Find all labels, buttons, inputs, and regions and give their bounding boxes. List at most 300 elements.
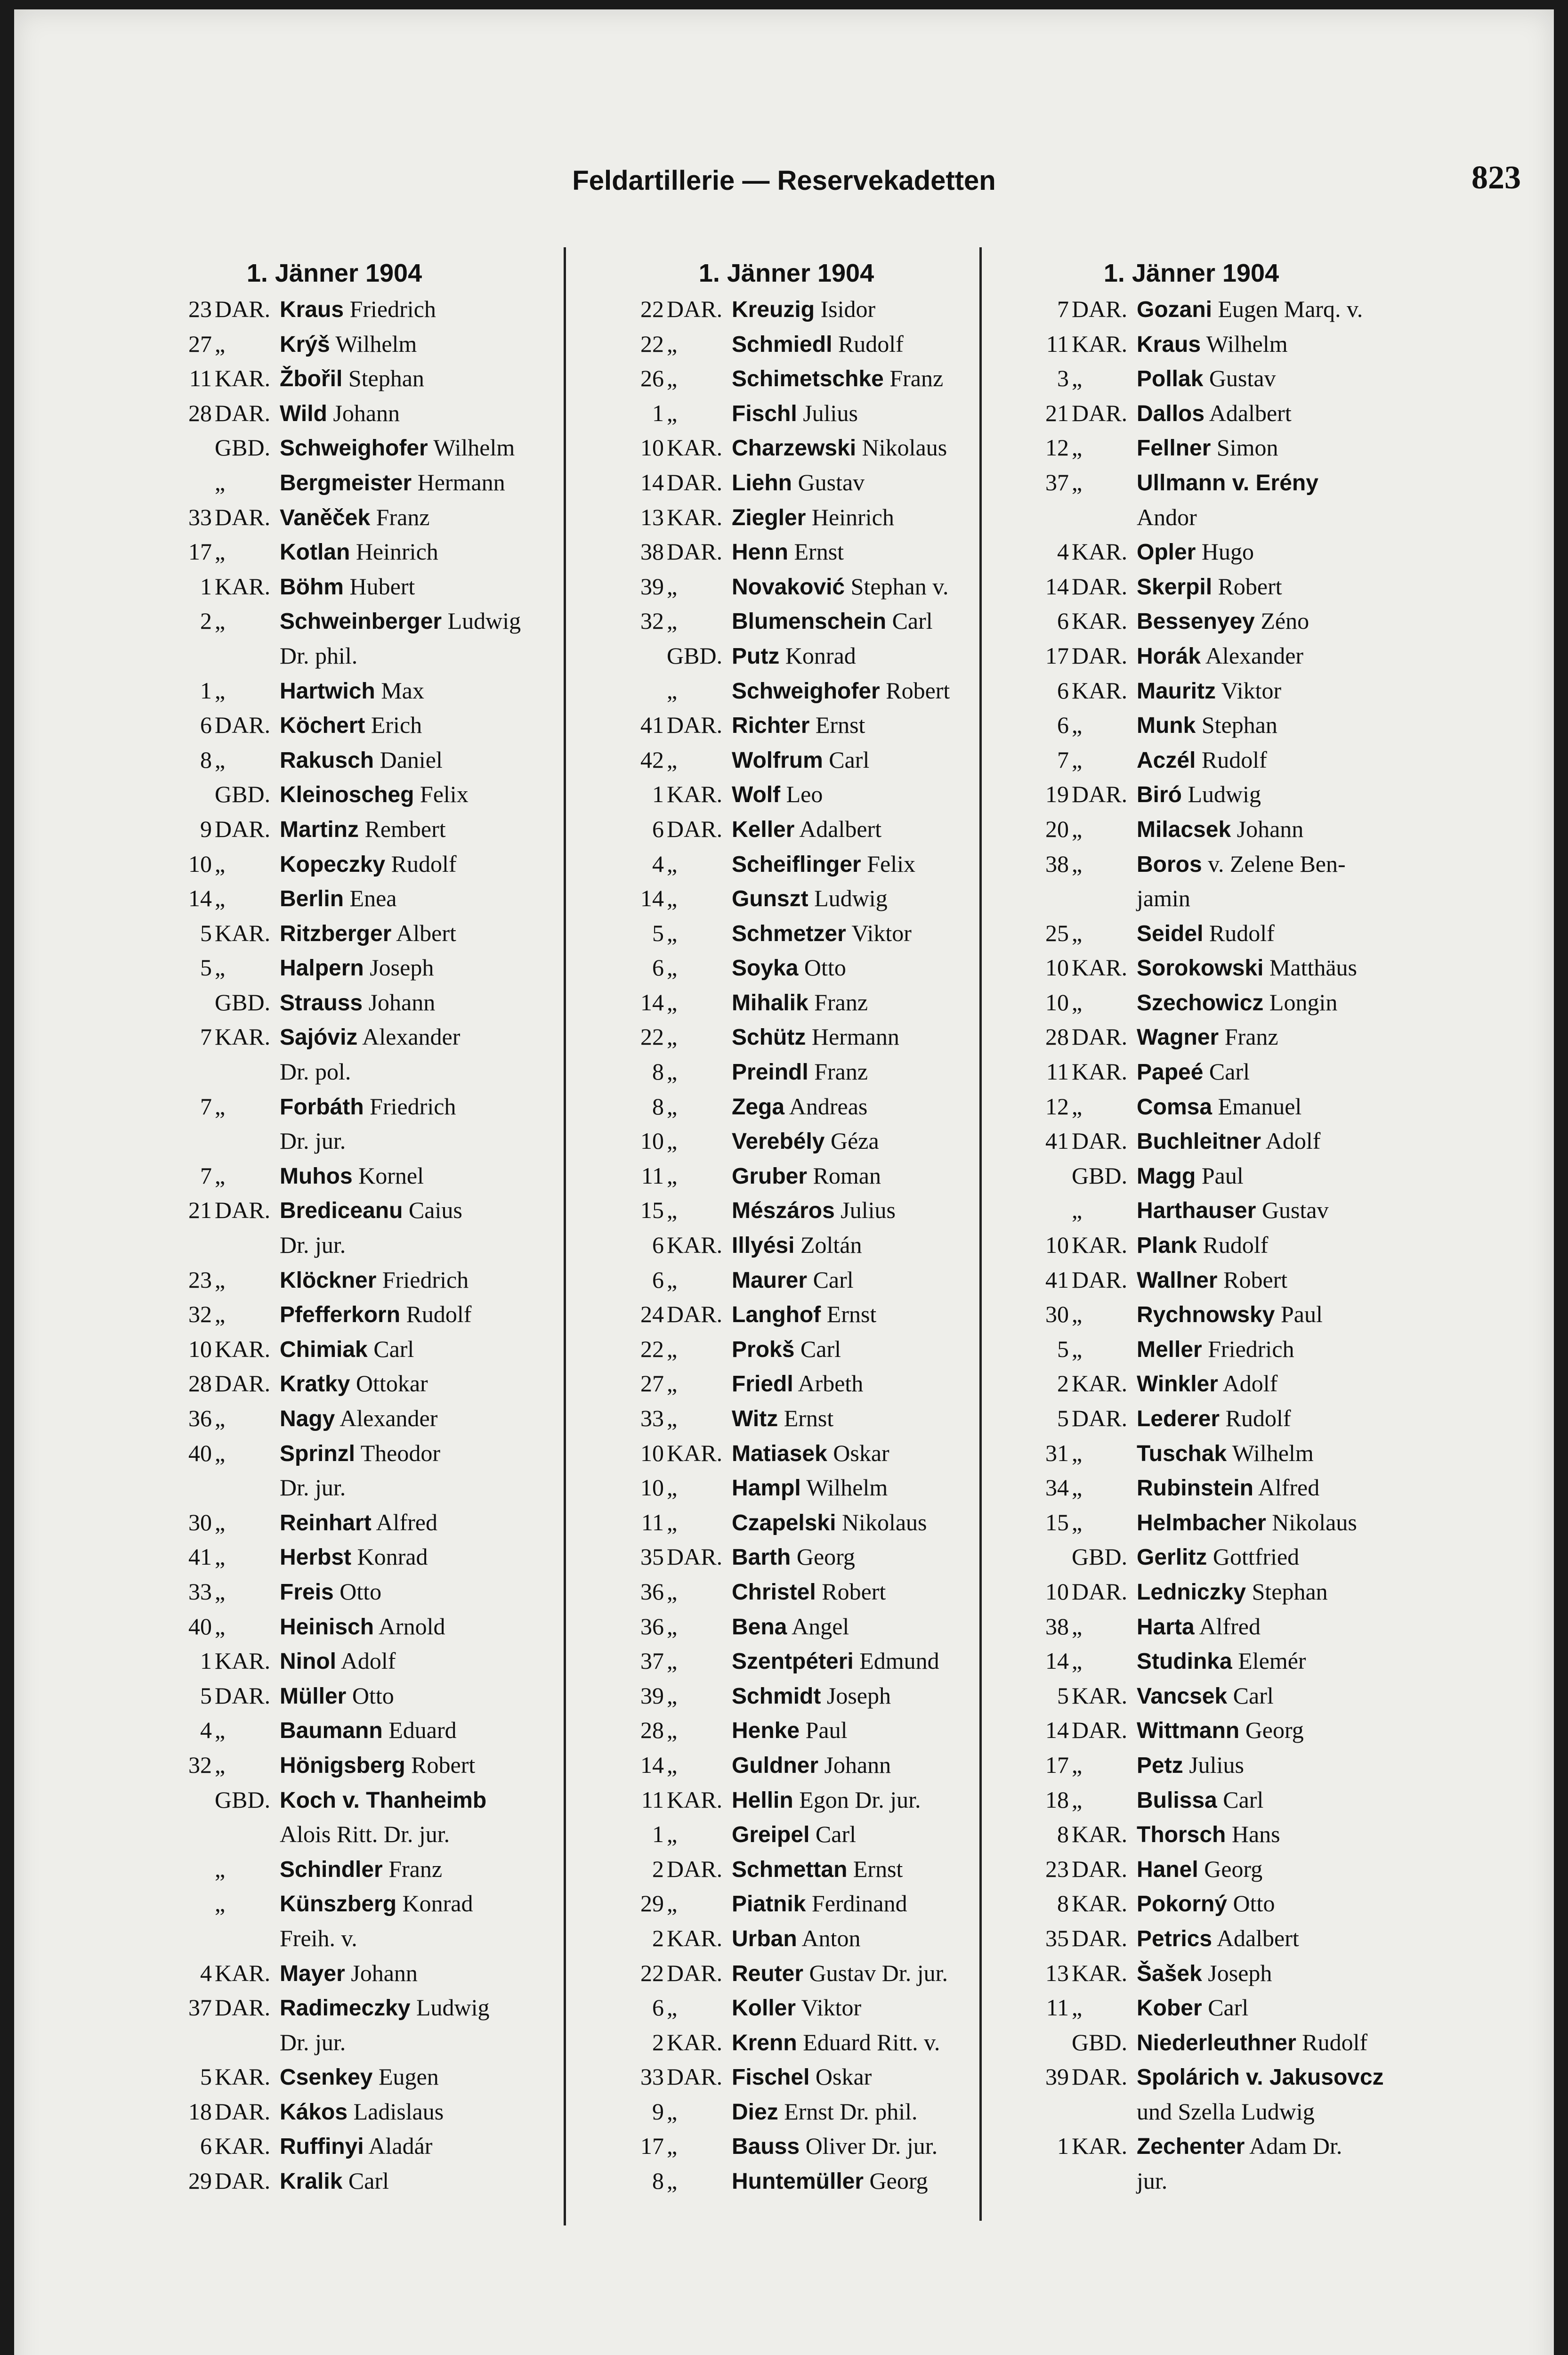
- surname: Bulissa: [1137, 1787, 1217, 1813]
- unit-abbreviation: „: [215, 954, 226, 981]
- surname: Vancsek: [1137, 1683, 1228, 1709]
- surname: Kober: [1137, 1996, 1202, 2021]
- person-name: [280, 327, 417, 362]
- unit-abbreviation: DAR.: [667, 2063, 723, 2090]
- given-name: Ladislaus: [353, 2098, 444, 2125]
- unit-abbreviation: KAR.: [215, 1959, 271, 1986]
- given-name: Adalbert: [1209, 399, 1292, 426]
- surname: Friedl: [732, 1372, 793, 1397]
- given-name: Robert: [1218, 573, 1282, 600]
- unit-abbreviation: „: [667, 365, 678, 392]
- regiment-number: 1: [200, 1648, 212, 1674]
- unit-abbreviation: „: [215, 538, 226, 565]
- given-name: Robert: [822, 1578, 886, 1605]
- person-name: [732, 1401, 833, 1437]
- surname: Schindler: [280, 1857, 383, 1882]
- regiment-number: 37: [188, 1994, 212, 2021]
- surname: Novaković: [732, 574, 845, 600]
- surname: Martinz: [280, 817, 359, 842]
- given-name: Rudolf: [1302, 2029, 1368, 2055]
- person-name: [732, 812, 881, 847]
- given-name: Johann: [368, 989, 436, 1015]
- regiment-number: 4: [1057, 538, 1069, 565]
- surname: Rubinstein: [1137, 1476, 1253, 1501]
- person-name: [732, 1921, 860, 1957]
- given-name: Adolf: [340, 1648, 396, 1674]
- regiment-number: 15: [640, 1197, 664, 1224]
- unit-abbreviation: DAR.: [1072, 573, 1128, 600]
- given-name: Arnold: [378, 1613, 445, 1640]
- regiment-number: 25: [1045, 919, 1069, 946]
- person-name: [1137, 1505, 1357, 1541]
- unit-abbreviation: KAR.: [1072, 1682, 1128, 1709]
- regiment-number: 40: [188, 1613, 212, 1640]
- list-entry: [155, 396, 570, 431]
- given-name: Ludwig: [447, 608, 521, 634]
- unit-abbreviation: „: [1072, 815, 1083, 842]
- list-entry: [1012, 1332, 1398, 1367]
- person-name: [732, 292, 875, 327]
- given-name: Alexander: [1205, 642, 1304, 669]
- given-name: Wilhelm: [806, 1474, 888, 1501]
- list-entry: [155, 639, 570, 674]
- regiment-number: 10: [640, 1439, 664, 1466]
- person-name: [280, 777, 469, 812]
- person-name: [1137, 430, 1278, 466]
- surname: Bergmeister: [280, 470, 412, 495]
- person-name: [732, 708, 865, 743]
- regiment-number: 30: [1045, 1301, 1069, 1328]
- regiment-number: 5: [1057, 1335, 1069, 1362]
- given-name: Oskar: [815, 2063, 872, 2090]
- regiment-number: 38: [640, 538, 664, 565]
- surname: Aczél: [1137, 747, 1196, 773]
- person-name: [732, 777, 823, 812]
- given-name: Adalbert: [799, 815, 882, 842]
- list-entry: [607, 1540, 979, 1575]
- unit-abbreviation: KAR.: [215, 2063, 271, 2090]
- list-entry: [607, 847, 979, 882]
- unit-abbreviation: DAR.: [215, 503, 271, 530]
- unit-abbreviation: GBD.: [215, 781, 271, 808]
- unit-abbreviation: „: [1072, 1994, 1083, 2021]
- person-name: [1137, 1332, 1294, 1367]
- person-name: [280, 1124, 346, 1159]
- list-entry: [607, 396, 979, 431]
- list-entry: [1012, 2060, 1398, 2095]
- person-name: [732, 1193, 896, 1228]
- given-name: jur.: [1137, 2168, 1168, 2194]
- regiment-number: 41: [1045, 1266, 1069, 1293]
- list-entry: [607, 1089, 979, 1124]
- regiment-number: 23: [188, 1266, 212, 1293]
- regiment-number: 6: [200, 712, 212, 739]
- page-header: [14, 160, 1554, 212]
- surname: Reuter: [732, 1961, 804, 1986]
- person-name: [280, 1505, 437, 1541]
- regiment-number: 3: [1057, 365, 1069, 392]
- given-name: Konrad: [402, 1890, 473, 1917]
- unit-abbreviation: DAR.: [215, 296, 271, 322]
- list-entry: [1012, 1990, 1398, 2025]
- person-name: [280, 1886, 473, 1922]
- unit-abbreviation: KAR.: [667, 1925, 723, 1951]
- given-name: Eduard Ritt. v.: [803, 2029, 940, 2055]
- surname: Schmidt: [732, 1683, 821, 1709]
- surname: Fischel: [732, 2065, 810, 2090]
- list-entry: [607, 1159, 979, 1194]
- regiment-number: 39: [1045, 2063, 1069, 2090]
- person-name: [732, 1332, 841, 1367]
- list-entry: [1012, 777, 1398, 812]
- list-entry: [155, 950, 570, 985]
- regiment-number: 4: [200, 1959, 212, 1986]
- list-entry: [607, 569, 979, 604]
- person-name: [280, 2164, 389, 2199]
- person-name: [280, 1193, 462, 1228]
- surname: Bena: [732, 1614, 787, 1640]
- person-name: [732, 1990, 861, 2026]
- regiment-number: 14: [640, 469, 664, 495]
- unit-abbreviation: DAR.: [1072, 1128, 1128, 1154]
- list-entry: [607, 2095, 979, 2129]
- person-name: [732, 1575, 886, 1610]
- list-entry: [1012, 1609, 1398, 1644]
- given-name: Robert: [1223, 1266, 1288, 1293]
- unit-abbreviation: DAR.: [215, 1994, 271, 2021]
- unit-abbreviation: „: [667, 2098, 678, 2125]
- surname: Sorokowski: [1137, 956, 1264, 981]
- given-name: Carl: [1233, 1682, 1274, 1709]
- given-name: Dr. jur.: [280, 1474, 346, 1501]
- unit-abbreviation: „: [215, 1405, 226, 1431]
- regiment-number: 37: [640, 1648, 664, 1674]
- surname: Krýš: [280, 332, 330, 357]
- regiment-number: 13: [1045, 1959, 1069, 1986]
- person-name: [1137, 2164, 1167, 2199]
- column-heading: 1. Jänner 1904: [698, 259, 874, 287]
- surname: Studinka: [1137, 1649, 1232, 1674]
- list-entry: [607, 1609, 979, 1644]
- list-entry: [155, 535, 570, 569]
- person-name: [732, 639, 856, 674]
- person-name: [1137, 1748, 1244, 1783]
- person-name: [280, 812, 446, 847]
- given-name: Dr. phil.: [280, 642, 358, 669]
- unit-abbreviation: „: [215, 1162, 226, 1189]
- list-entry: [1012, 1679, 1398, 1713]
- surname: Wolf: [732, 782, 781, 808]
- list-entry: [607, 465, 979, 500]
- given-name: Aladár: [368, 2133, 433, 2160]
- given-name: Rudolf: [1203, 1232, 1269, 1259]
- surname: Lederer: [1137, 1406, 1220, 1431]
- given-name: Hermann: [417, 469, 505, 495]
- given-name: Joseph: [1208, 1959, 1272, 1986]
- list-entry: [607, 2164, 979, 2199]
- regiment-number: 7: [200, 1093, 212, 1120]
- unit-abbreviation: „: [1072, 1197, 1083, 1224]
- list-entry: [607, 916, 979, 951]
- person-name: [732, 2025, 940, 2061]
- person-name: [1137, 1055, 1250, 1090]
- unit-abbreviation: „: [667, 677, 678, 704]
- given-name: Friedrich: [349, 296, 436, 322]
- surname: Petz: [1137, 1753, 1183, 1778]
- regiment-number: 1: [200, 573, 212, 600]
- regiment-number: 39: [640, 1682, 664, 1709]
- regiment-number: 6: [652, 1232, 664, 1259]
- surname: Meller: [1137, 1337, 1202, 1362]
- surname: Boros: [1137, 852, 1202, 877]
- given-name: Ernst Dr. phil.: [784, 2098, 918, 2125]
- regiment-number: 22: [640, 1023, 664, 1050]
- regiment-number: 30: [188, 1509, 212, 1535]
- given-name: Johann: [824, 1751, 891, 1778]
- person-name: [732, 1505, 927, 1541]
- unit-abbreviation: „: [667, 919, 678, 946]
- surname: Helmbacher: [1137, 1510, 1266, 1535]
- regiment-number: 6: [652, 1994, 664, 2021]
- person-name: [1137, 674, 1281, 709]
- given-name: Robert: [411, 1751, 476, 1778]
- list-entry: [1012, 950, 1398, 985]
- list-entry: [1012, 1817, 1398, 1852]
- given-name: Ernst: [794, 538, 844, 565]
- given-name: Dr. jur.: [280, 2029, 346, 2055]
- person-name: [1137, 1783, 1263, 1818]
- list-entry: [155, 674, 570, 708]
- person-name: [732, 569, 948, 605]
- unit-abbreviation: KAR.: [1072, 608, 1128, 634]
- person-name: [732, 1783, 921, 1818]
- unit-abbreviation: „: [667, 573, 678, 600]
- given-name: Rudolf: [391, 850, 457, 877]
- person-name: [1137, 535, 1254, 570]
- person-name: [1137, 1956, 1272, 1991]
- unit-abbreviation: „: [1072, 919, 1083, 946]
- regiment-number: 6: [652, 815, 664, 842]
- unit-abbreviation: „: [215, 1509, 226, 1535]
- unit-abbreviation: „: [215, 746, 226, 773]
- given-name: Hubert: [349, 573, 415, 600]
- list-entry: [607, 1401, 979, 1436]
- regiment-number: 29: [640, 1890, 664, 1917]
- unit-abbreviation: KAR.: [667, 434, 723, 461]
- unit-abbreviation: „: [1072, 712, 1083, 739]
- unit-abbreviation: „: [667, 1335, 678, 1362]
- regiment-number: 2: [1057, 1370, 1069, 1397]
- person-name: [1137, 327, 1288, 362]
- person-name: [732, 1263, 854, 1298]
- given-name: Hermann: [811, 1023, 899, 1050]
- list-entry: [1012, 1921, 1398, 1956]
- person-name: [1137, 1990, 1248, 2026]
- given-name: Otto: [804, 954, 846, 981]
- person-name: [1137, 812, 1303, 847]
- person-name: [1137, 1436, 1314, 1471]
- unit-abbreviation: „: [1072, 1613, 1083, 1640]
- unit-abbreviation: „: [667, 1509, 678, 1535]
- person-name: [1137, 2060, 1384, 2095]
- person-name: [732, 1679, 891, 1714]
- document-page: [14, 9, 1554, 2355]
- surname: Rakusch: [280, 747, 374, 773]
- list-entry: [607, 639, 979, 674]
- regiment-number: 28: [1045, 1023, 1069, 1050]
- person-name: [280, 1470, 346, 1506]
- surname: Muhos: [280, 1163, 353, 1189]
- person-name: [280, 1436, 440, 1471]
- person-name: [732, 1644, 939, 1679]
- given-name: Johann: [333, 399, 400, 426]
- person-name: [1137, 1020, 1278, 1055]
- list-entry: [1012, 881, 1398, 916]
- surname: Šašek: [1137, 1961, 1202, 1986]
- surname: Scheiflinger: [732, 852, 861, 877]
- regiment-number: 32: [188, 1751, 212, 1778]
- unit-abbreviation: „: [667, 1023, 678, 1050]
- surname: Maurer: [732, 1267, 808, 1293]
- list-entry: [155, 1713, 570, 1748]
- list-entry: [607, 1228, 979, 1263]
- person-name: [732, 1540, 855, 1575]
- surname: Plank: [1137, 1233, 1197, 1259]
- regiment-number: 6: [652, 1266, 664, 1293]
- unit-abbreviation: DAR.: [1072, 1855, 1128, 1882]
- surname: Kralik: [280, 2169, 343, 2194]
- surname: Prokš: [732, 1337, 795, 1362]
- unit-abbreviation: KAR.: [215, 919, 271, 946]
- given-name: Ottokar: [356, 1370, 428, 1397]
- regiment-number: 6: [200, 2133, 212, 2160]
- regiment-number: 18: [1045, 1786, 1069, 1813]
- unit-abbreviation: „: [667, 1994, 678, 2021]
- list-entry: [607, 674, 979, 708]
- unit-abbreviation: GBD.: [1072, 1543, 1128, 1570]
- person-name: [1137, 1575, 1328, 1610]
- unit-abbreviation: „: [667, 1717, 678, 1744]
- surname: Schweighofer: [280, 436, 428, 461]
- given-name: Egon Dr. jur.: [799, 1786, 921, 1813]
- person-name: [1137, 465, 1318, 501]
- list-entry: [607, 1956, 979, 1991]
- unit-abbreviation: DAR.: [667, 1543, 723, 1570]
- list-entry: [607, 361, 979, 396]
- given-name: Heinrich: [356, 538, 438, 565]
- surname: Wild: [280, 401, 327, 426]
- regiment-number: 2: [652, 1925, 664, 1951]
- person-name: [732, 361, 943, 397]
- person-name: [732, 535, 844, 570]
- person-name: [1137, 1124, 1320, 1159]
- regiment-number: 36: [640, 1613, 664, 1640]
- given-name: Kornel: [358, 1162, 424, 1189]
- surname: Witz: [732, 1406, 778, 1431]
- list-entry: [1012, 1505, 1398, 1540]
- given-name: Wilhelm: [1206, 330, 1288, 357]
- surname: Kotlan: [280, 540, 350, 565]
- given-name: Alexander: [339, 1405, 438, 1431]
- given-name: Julius: [1189, 1751, 1244, 1778]
- unit-abbreviation: „: [667, 850, 678, 877]
- person-name: [1137, 1540, 1299, 1575]
- regiment-number: 20: [1045, 815, 1069, 842]
- given-name: Eugen Marq. v.: [1218, 296, 1363, 322]
- list-entry: [1012, 1956, 1398, 1991]
- given-name: Carl: [829, 746, 870, 773]
- given-name: Paul: [1280, 1301, 1323, 1328]
- surname: Hartwich: [280, 678, 375, 704]
- surname: Sajóviz: [280, 1025, 358, 1050]
- given-name: Andreas: [789, 1093, 868, 1120]
- list-entry: [155, 1990, 570, 2025]
- surname: Preindl: [732, 1060, 808, 1085]
- unit-abbreviation: DAR.: [667, 1855, 723, 1882]
- given-name: Eduard: [388, 1717, 457, 1744]
- list-entry: [1012, 1748, 1398, 1783]
- given-name: Wilhelm: [1232, 1439, 1314, 1466]
- surname: Koller: [732, 1996, 796, 2021]
- given-name: Julius: [803, 399, 858, 426]
- list-entry: [1012, 535, 1398, 569]
- surname: Piatnik: [732, 1892, 806, 1917]
- list-entry: [155, 1817, 570, 1852]
- person-name: [1137, 1159, 1244, 1194]
- person-name: [280, 1956, 418, 1991]
- surname: Köchert: [280, 713, 365, 739]
- list-entry: [607, 327, 979, 362]
- unit-abbreviation: „: [667, 885, 678, 912]
- list-entry: [607, 1470, 979, 1505]
- regiment-number: 9: [652, 2098, 664, 2125]
- given-name: Matthäus: [1269, 954, 1358, 981]
- regiment-number: 21: [188, 1197, 212, 1224]
- regiment-number: 22: [640, 1959, 664, 1986]
- person-name: [732, 1366, 863, 1402]
- list-entry: [1012, 985, 1398, 1020]
- surname: Magg: [1137, 1163, 1196, 1189]
- given-name: Paul: [805, 1717, 848, 1744]
- person-name: [1137, 1921, 1299, 1957]
- list-entry: [155, 1679, 570, 1713]
- given-name: jamin: [1137, 885, 1190, 912]
- surname: Wolfrum: [732, 747, 823, 773]
- surname: Kreuzig: [732, 297, 815, 322]
- given-name: Franz: [1224, 1023, 1278, 1050]
- unit-abbreviation: KAR.: [667, 781, 723, 808]
- surname: Hampl: [732, 1476, 801, 1501]
- given-name: v. Zelene Ben-: [1208, 850, 1346, 877]
- list-entry: [607, 1332, 979, 1367]
- list-entry: [607, 292, 979, 327]
- surname: Hellin: [732, 1787, 793, 1813]
- list-entry: [607, 1020, 979, 1055]
- column-1: [155, 254, 570, 2199]
- given-name: Robert: [886, 677, 950, 704]
- regiment-number: 42: [640, 746, 664, 773]
- unit-abbreviation: KAR.: [1072, 2133, 1128, 2160]
- surname: Schweighofer: [732, 678, 880, 704]
- regiment-number: 14: [1045, 573, 1069, 600]
- person-name: [280, 1540, 428, 1575]
- given-name: Wilhelm: [335, 330, 417, 357]
- list-entry: [155, 1332, 570, 1367]
- person-name: [732, 396, 858, 431]
- regiment-number: 15: [1045, 1509, 1069, 1535]
- regiment-number: 7: [1057, 746, 1069, 773]
- unit-abbreviation: „: [667, 1648, 678, 1674]
